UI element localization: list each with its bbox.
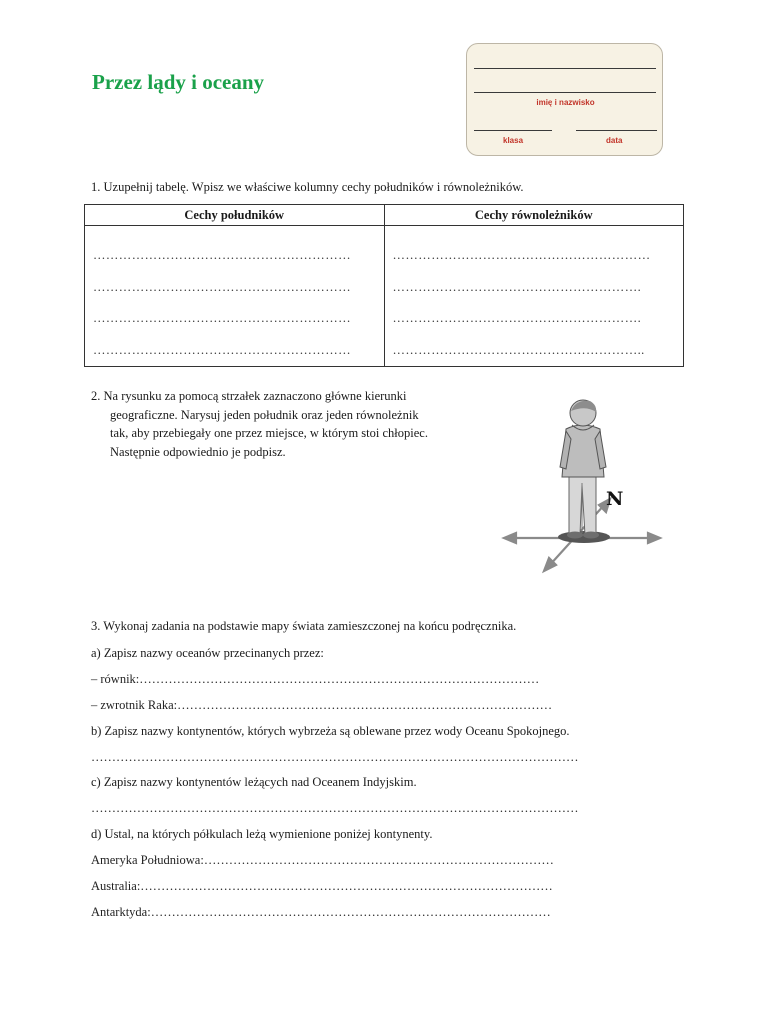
equator-answer-line[interactable]: – równik:…………………………………………………………………………………… [91,672,540,686]
answer-line: …………………………………………………… [392,248,651,262]
name-line-1[interactable] [474,68,656,69]
task2-text [91,387,481,461]
parallels-answer-cell[interactable] [384,226,684,367]
name-card [466,43,663,156]
task3a-prompt: a) Zapisz nazwy oceanów przecinanych przez: [91,646,324,660]
name-line-2[interactable] [474,92,656,93]
south-america-answer-line[interactable]: Ameryka Południowa:………………………………………………………………………… [91,853,554,867]
task3c-prompt: c) Zapisz nazwy kontynentów leżących nad Oceanem Indyjskim. [91,775,417,789]
answer-line: …………………………………………………… [93,311,351,325]
north-label: N [606,488,624,510]
australia-answer-line[interactable]: Australia:……………………………………………………………………………………… [91,879,553,893]
answer-line: …………………………………………………… [93,279,351,294]
page-title: Przez lądy i oceany [92,70,265,94]
indian-answer-line[interactable]: ……………………………………………………………………………………………………… [91,801,579,815]
class-label: klasa [503,136,524,145]
class-line[interactable] [474,130,552,131]
answer-line: ………………………………………………….. [392,342,645,357]
date-label: data [606,136,623,145]
name-label: imię i nazwisko [536,98,595,107]
features-table [84,204,684,367]
tropic-cancer-answer-line[interactable]: – zwrotnik Raka:……………………………………………………………………………… [91,698,553,712]
boy-shadow [558,531,610,543]
task2-line: geograficzne. Narysuj jeden południk oraz jeden równoleżnik [110,407,419,422]
boy-compass-illustration[interactable] [496,395,666,580]
answer-line: …………………………………………………. [392,311,642,325]
task2-line: 2. Na rysunku za pomocą strzałek zaznaczono główne kierunki [91,389,407,403]
answer-line: …………………………………………………. [392,279,642,294]
answer-line: …………………………………………………… [93,248,351,262]
west-arrow-icon [504,533,516,543]
meridians-answer-cell[interactable] [85,226,385,367]
pacific-answer-line[interactable]: ……………………………………………………………………………………………………… [91,750,579,764]
task3d-prompt: d) Ustal, na których półkulach leżą wymienione poniżej kontynenty. [91,827,433,841]
answer-line: …………………………………………………… [93,342,351,357]
task2-line: Następnie odpowiednio je podpisz. [110,444,286,459]
parallels-header: Cechy równoleżników [384,205,684,226]
task3b-prompt: b) Zapisz nazwy kontynentów, których wybrzeża są oblewane przez wody Oceanu Spokojnego. [91,724,570,738]
east-arrow-icon [648,533,660,543]
task1-prompt: 1. Uzupełnij tabelę. Wpisz we właściwe kolumny cechy południków i równoleżników. [91,180,524,194]
date-line[interactable] [576,130,657,131]
antarctica-answer-line[interactable]: Antarktyda:…………………………………………………………………………………… [91,905,551,919]
meridians-header: Cechy południków [85,205,385,226]
task2-line: tak, aby przebiegały one przez miejsce, w którym stoi chłopiec. [110,426,428,440]
task3-prompt: 3. Wykonaj zadania na podstawie mapy świata zamieszczonej na końcu podręcznika. [91,619,517,633]
